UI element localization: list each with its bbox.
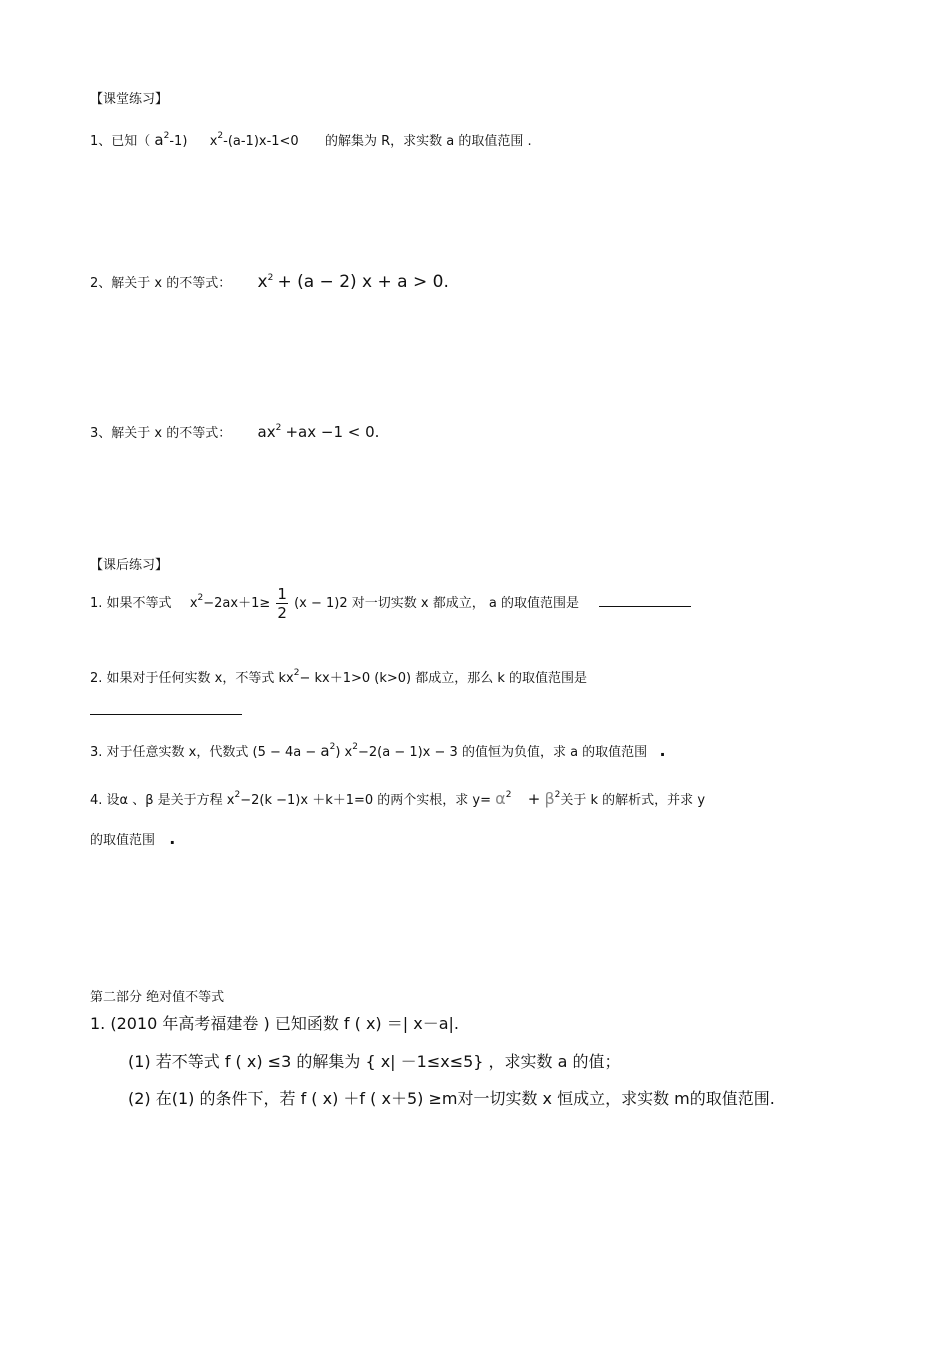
hw1-post: (x − 1)2 对一切实数 x 都成立， a 的取值范围是 — [294, 596, 579, 611]
q3-var-ax: ax — [257, 423, 276, 441]
part2-question-1: 1. (2010 年高考福建卷 ) 已知函数 f ( x) ＝| x－a|. — [90, 1014, 459, 1033]
q1-mid2: -(a-1)x-1<0 — [223, 134, 299, 149]
homework-question-2 — [90, 667, 587, 686]
hw3-prefix: 3. 对于任意实数 x，代数式 (5 − 4a − — [90, 745, 317, 760]
q1-mid1: -1) — [169, 134, 188, 149]
q1-prefix: 1、已知（ — [90, 134, 151, 149]
hw1-mid: −2ax＋1≥ — [203, 596, 271, 611]
hw1-var-x: x — [189, 596, 198, 611]
part2-subquestion-1: (1) 若不等式 f ( x) ≤3 的解集为 { x| －1≤x≤5} ，求实数 a 的值； — [128, 1052, 621, 1071]
hw1-fraction — [276, 585, 288, 622]
class-question-2 — [90, 272, 449, 292]
q3-label: 3、解关于 x 的不等式： — [90, 426, 232, 441]
hw2-exp: 2 — [293, 668, 300, 678]
hw4-plus: + — [527, 790, 541, 808]
hw1-exp: 2 — [197, 593, 204, 603]
homework-question-4-line2 — [90, 829, 175, 848]
hw1-fraction-denominator: 2 — [277, 604, 287, 622]
homework-question-4 — [90, 789, 870, 808]
hw3-exp-1: 2 — [329, 742, 336, 752]
homework-question-1 — [90, 585, 691, 622]
hw4-prefix: 4. 设α 、β 是关于方程 x — [90, 793, 235, 808]
hw4-mid: −2(k −1)x ＋k＋1=0 的两个实根，求 y= — [240, 793, 492, 808]
q1-exp-2: 2 — [217, 131, 224, 141]
hw2-answer-blank — [90, 700, 242, 715]
q2-expression: + (a − 2) x + a > 0. — [277, 272, 449, 292]
hw3-var-a: a — [320, 742, 330, 760]
part2-heading: 第二部分 绝对值不等式 — [90, 990, 225, 1005]
hw4-post: 关于 k 的解析式，并求 y — [560, 793, 706, 808]
homework-heading: 【课后练习】 — [90, 558, 169, 573]
hw4-exp-alpha: 2 — [505, 790, 512, 800]
part2-subquestion-2: (2) 在(1) 的条件下，若 f ( x) ＋f ( x＋5) ≥m对一切实数 x 恒成立，求实数 m的取值范围. — [128, 1089, 775, 1108]
q2-label: 2、解关于 x 的不等式： — [90, 276, 232, 291]
class-question-3 — [90, 422, 379, 441]
hw3-period: . — [659, 741, 666, 760]
hw4-alpha: α — [495, 789, 506, 808]
hw1-answer-blank — [599, 606, 691, 607]
hw2-post: − kx＋1>0 (k>0) 都成立，那么 k 的取值范围是 — [299, 671, 588, 686]
hw3-mid: ) x — [335, 745, 353, 760]
hw1-fraction-numerator: 1 — [277, 585, 287, 603]
hw4-exp: 2 — [234, 790, 241, 800]
q2-var-x: x — [257, 272, 268, 292]
q3-exp: 2 — [275, 423, 282, 433]
q1-var-x: x — [209, 134, 218, 149]
hw4-period: . — [169, 829, 176, 848]
q3-expression: +ax −1 < 0. — [285, 423, 380, 441]
hw4-line2: 的取值范围 — [90, 833, 156, 848]
hw4-beta: β — [544, 789, 555, 808]
hw1-prefix: 1. 如果不等式 — [90, 596, 172, 611]
q1-var-a: a — [154, 131, 164, 149]
hw2-prefix: 2. 如果对于任何实数 x，不等式 kx — [90, 671, 294, 686]
q1-tail: 的解集为 R，求实数 a 的取值范围 . — [325, 134, 532, 149]
class-question-1 — [90, 130, 532, 149]
hw3-exp-2: 2 — [352, 742, 358, 752]
class-practice-heading: 【课堂练习】 — [90, 92, 169, 107]
q2-exp: 2 — [267, 273, 274, 283]
hw4-exp-beta: 2 — [554, 790, 561, 800]
hw3-post: −2(a − 1)x − 3 的值恒为负值，求 a 的取值范围 — [357, 745, 648, 760]
homework-question-3 — [90, 741, 666, 760]
q1-exp-1: 2 — [163, 131, 170, 141]
